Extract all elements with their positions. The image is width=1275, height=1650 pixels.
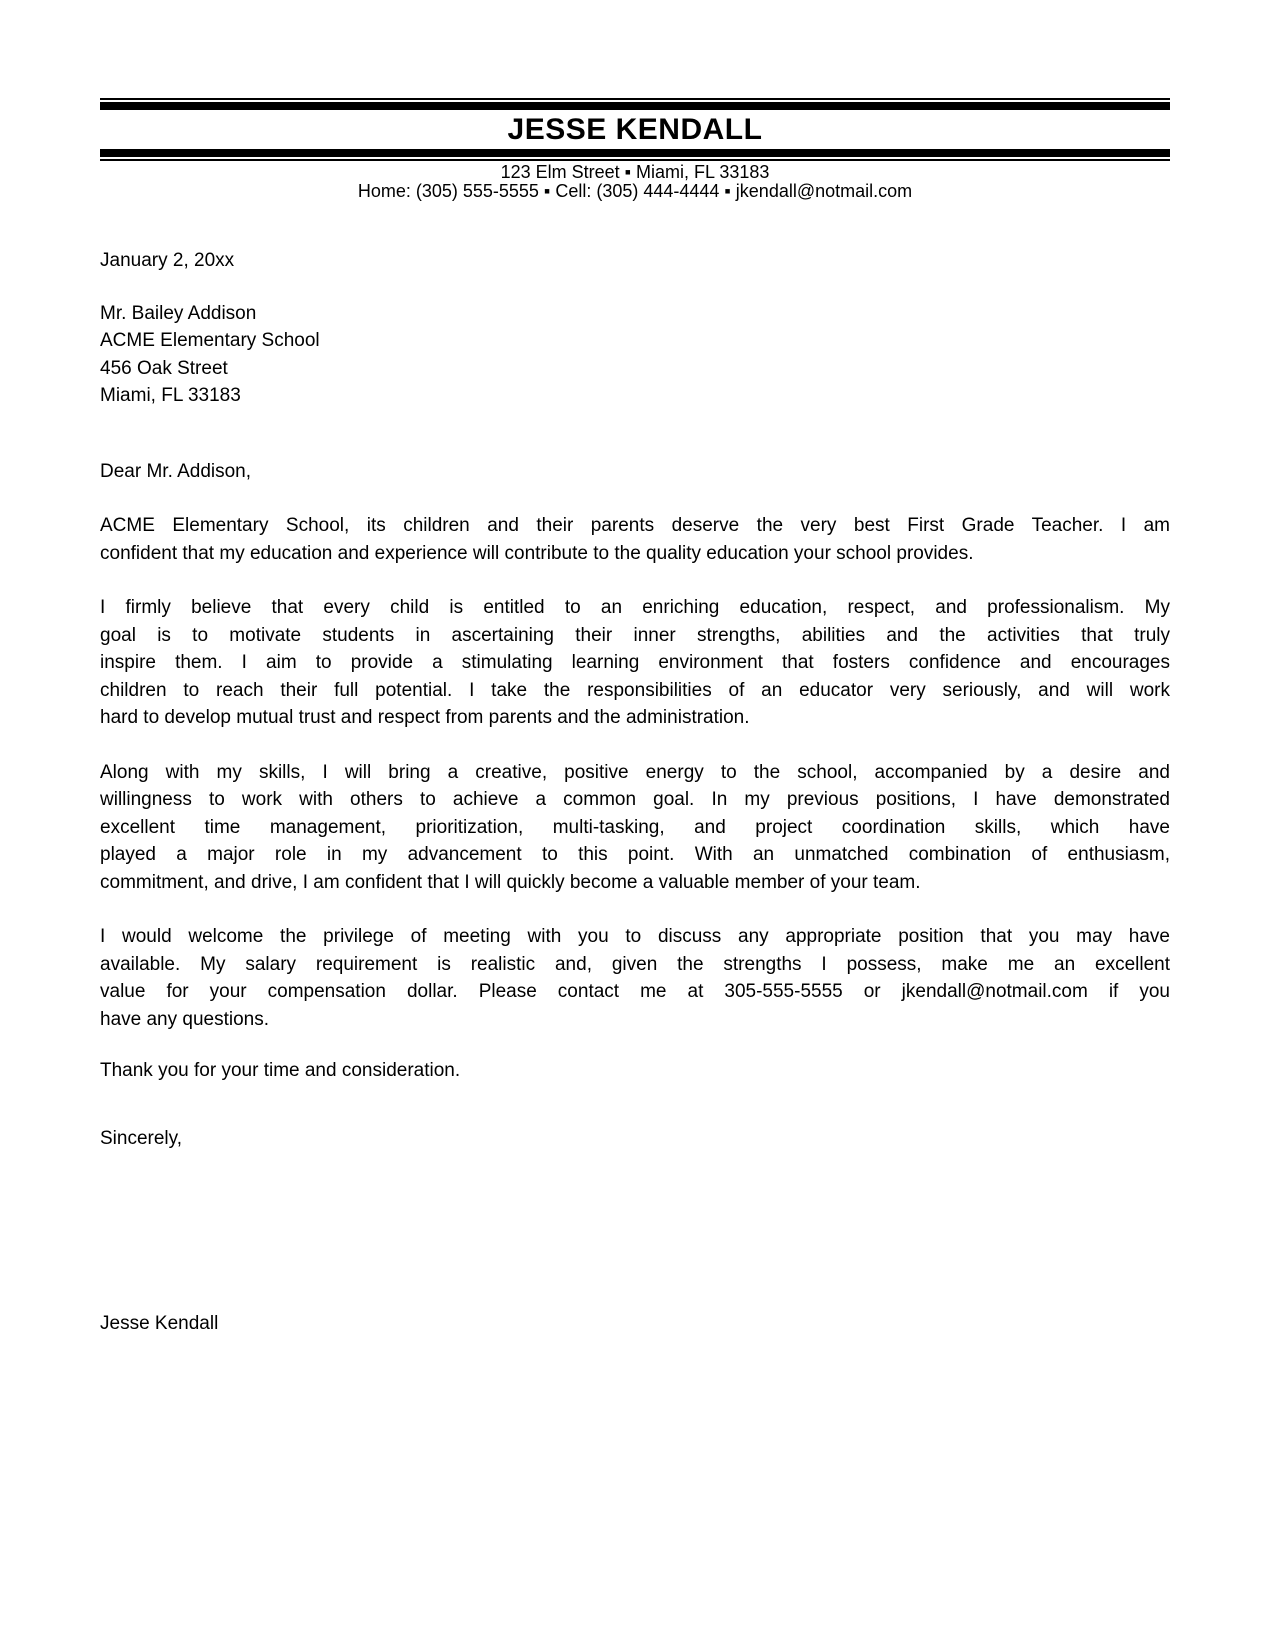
letterhead (100, 98, 1170, 201)
top-rule (100, 98, 1170, 110)
paragraph-line: excellent time management, prioritization, multi-tasking, and project coordination skills, which have (100, 816, 1170, 838)
paragraph-line: inspire them. I aim to provide a stimulating learning environment that fosters confidence and encourages (100, 652, 1170, 673)
paragraph-line: I would welcome the privilege of meeting with you to discuss any appropriate position that you may have (100, 926, 1170, 947)
paragraph-line: goal is to motivate students in ascertaining their inner strengths, abilities and the activities that truly (100, 624, 1170, 646)
body-paragraph-2 (100, 594, 1170, 732)
letterhead-contact-line: Home: (305) 555-5555 ▪ Cell: (305) 444-4444 ▪ jkendall@notmail.com (357, 181, 913, 201)
paragraph-line: ACME Elementary School, its children and their parents deserve the very best First Grade Teacher. I am (100, 515, 1170, 536)
closing-line: Thank you for your time and consideration. (100, 1060, 461, 1081)
salutation: Dear Mr. Addison, (100, 460, 252, 482)
signoff-line: Sincerely, (100, 1127, 183, 1149)
body-paragraph-3 (100, 759, 1170, 897)
paragraph-line: confident that my education and experience will contribute to the quality education your school provides. (100, 542, 974, 564)
paragraph-line: played a major role in my advancement to this point. With an unmatched combination of enthusiasm, (100, 844, 1170, 865)
recipient-street: 456 Oak Street (100, 357, 228, 379)
bottom-rule (100, 149, 1170, 161)
top-rule-thick-line (100, 102, 1170, 110)
body-paragraph-4 (100, 923, 1170, 1033)
recipient-block (100, 300, 1170, 410)
paragraph-line: value for your compensation dollar. Please contact me at 305-555-5555 or jkendall@notmail.com if you (100, 981, 1170, 1002)
recipient-city: Miami, FL 33183 (100, 385, 241, 406)
letter-body (100, 247, 1170, 1338)
paragraph-line: commitment, and drive, I am confident that I will quickly become a valuable member of your team. (100, 871, 921, 893)
bottom-rule-thin-line (100, 159, 1170, 161)
letterhead-address-line: 123 Elm Street ▪ Miami, FL 33183 (500, 162, 770, 182)
paragraph-line: have any questions. (100, 1008, 270, 1030)
recipient-name: Mr. Bailey Addison (100, 302, 257, 324)
body-paragraph-1 (100, 512, 1170, 567)
paragraph-line: hard to develop mutual trust and respect from parents and the administration. (100, 707, 750, 728)
paragraph-line: Along with my skills, I will bring a creative, positive energy to the school, accompanied by a desire and (100, 761, 1170, 783)
signature-name: Jesse Kendall (100, 1313, 219, 1334)
paragraph-line: willingness to work with others to achieve a common goal. In my previous positions, I have demonstrated (100, 789, 1170, 810)
letterhead-contact-block (100, 163, 1170, 201)
date-line: January 2, 20xx (100, 250, 235, 271)
letterhead-name: JESSE KENDALL (507, 113, 763, 146)
paragraph-line: available. My salary requirement is realistic and, given the strengths I possess, make me an excellent (100, 953, 1170, 975)
paragraph-line: I firmly believe that every child is entitled to an enriching education, respect, and professionalism. My (100, 597, 1170, 618)
bottom-rule-thick-line (100, 149, 1170, 157)
recipient-organization: ACME Elementary School (100, 330, 320, 351)
paragraph-line: children to reach their full potential. I take the responsibilities of an educator very seriously, and will work (100, 679, 1170, 701)
top-rule-thin-line (100, 98, 1170, 100)
